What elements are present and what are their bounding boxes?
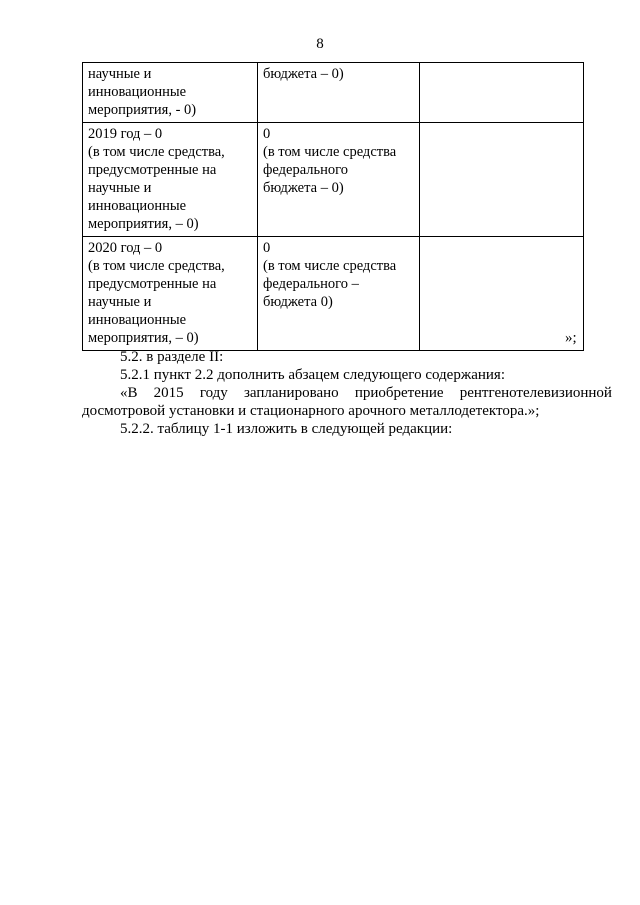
quote-word: рентгенотелевизионной (459, 385, 612, 401)
cell-text-line: (в том числе средства (263, 258, 397, 274)
cell-text-line: 0 (263, 240, 271, 256)
quote-word: «В (120, 385, 138, 401)
table-cell-col-3 (420, 123, 584, 237)
cell-text-line: научные и (88, 180, 152, 196)
paragraph-item-5-2-2: 5.2.2. таблицу 1-1 изложить в следующей редакции: (120, 421, 453, 437)
cell-text-line: (в том числе средства, (88, 144, 225, 160)
cell-text-line: научные и (88, 66, 152, 82)
cell-text-line: мероприятия, – 0) (88, 330, 199, 346)
cell-text-line: 0 (263, 126, 271, 142)
funding-table-body (83, 63, 584, 351)
cell-text-line: федерального – (263, 276, 359, 292)
table-cell-col-2 (258, 237, 420, 351)
cell-text-line: научные и (88, 294, 152, 310)
cell-text-line: предусмотренные на (88, 276, 217, 292)
quote-word: 2015 (153, 385, 184, 401)
cell-text-line: 2019 год – 0 (88, 126, 163, 142)
table-cell-col-3 (420, 63, 584, 123)
page-number: 8 (316, 36, 324, 52)
table-row (83, 237, 584, 351)
paragraph-section-ii: 5.2. в разделе II: (120, 349, 224, 365)
cell-text-line: инновационные (88, 84, 187, 100)
cell-text-line: бюджета – 0) (263, 66, 344, 82)
paragraph-quote-line-2: досмотровой установки и стационарного арочного металлодетектора.»; (82, 403, 540, 419)
table-cell-col-3 (420, 237, 584, 351)
table-cell-col-1 (83, 63, 258, 123)
table-row (83, 63, 584, 123)
cell-text-line: бюджета 0) (263, 294, 333, 310)
table-cell-col-2 (258, 63, 420, 123)
paragraph-quote-line-1 (82, 384, 612, 402)
quote-word: приобретение (354, 385, 444, 401)
cell-text-line: (в том числе средства (263, 144, 397, 160)
quote-word: году (199, 385, 228, 401)
funding-table (82, 62, 584, 351)
cell-text-line: предусмотренные на (88, 162, 217, 178)
cell-text-line: мероприятия, - 0) (88, 102, 197, 118)
cell-text-line: 2020 год – 0 (88, 240, 163, 256)
cell-text-line: бюджета – 0) (263, 180, 344, 196)
table-cell-col-1 (83, 237, 258, 351)
table-row (83, 123, 584, 237)
cell-text-line: инновационные (88, 198, 187, 214)
cell-text-line: мероприятия, – 0) (88, 216, 199, 232)
paragraph-item-5-2-1: 5.2.1 пункт 2.2 дополнить абзацем следующего содержания: (120, 367, 505, 383)
table-cell-col-1 (83, 123, 258, 237)
closing-quote: »; (565, 330, 577, 346)
cell-text-line: федерального (263, 162, 348, 178)
cell-text-line: инновационные (88, 312, 187, 328)
table-cell-col-2 (258, 123, 420, 237)
cell-text-line: (в том числе средства, (88, 258, 225, 274)
quote-word: запланировано (243, 385, 339, 401)
